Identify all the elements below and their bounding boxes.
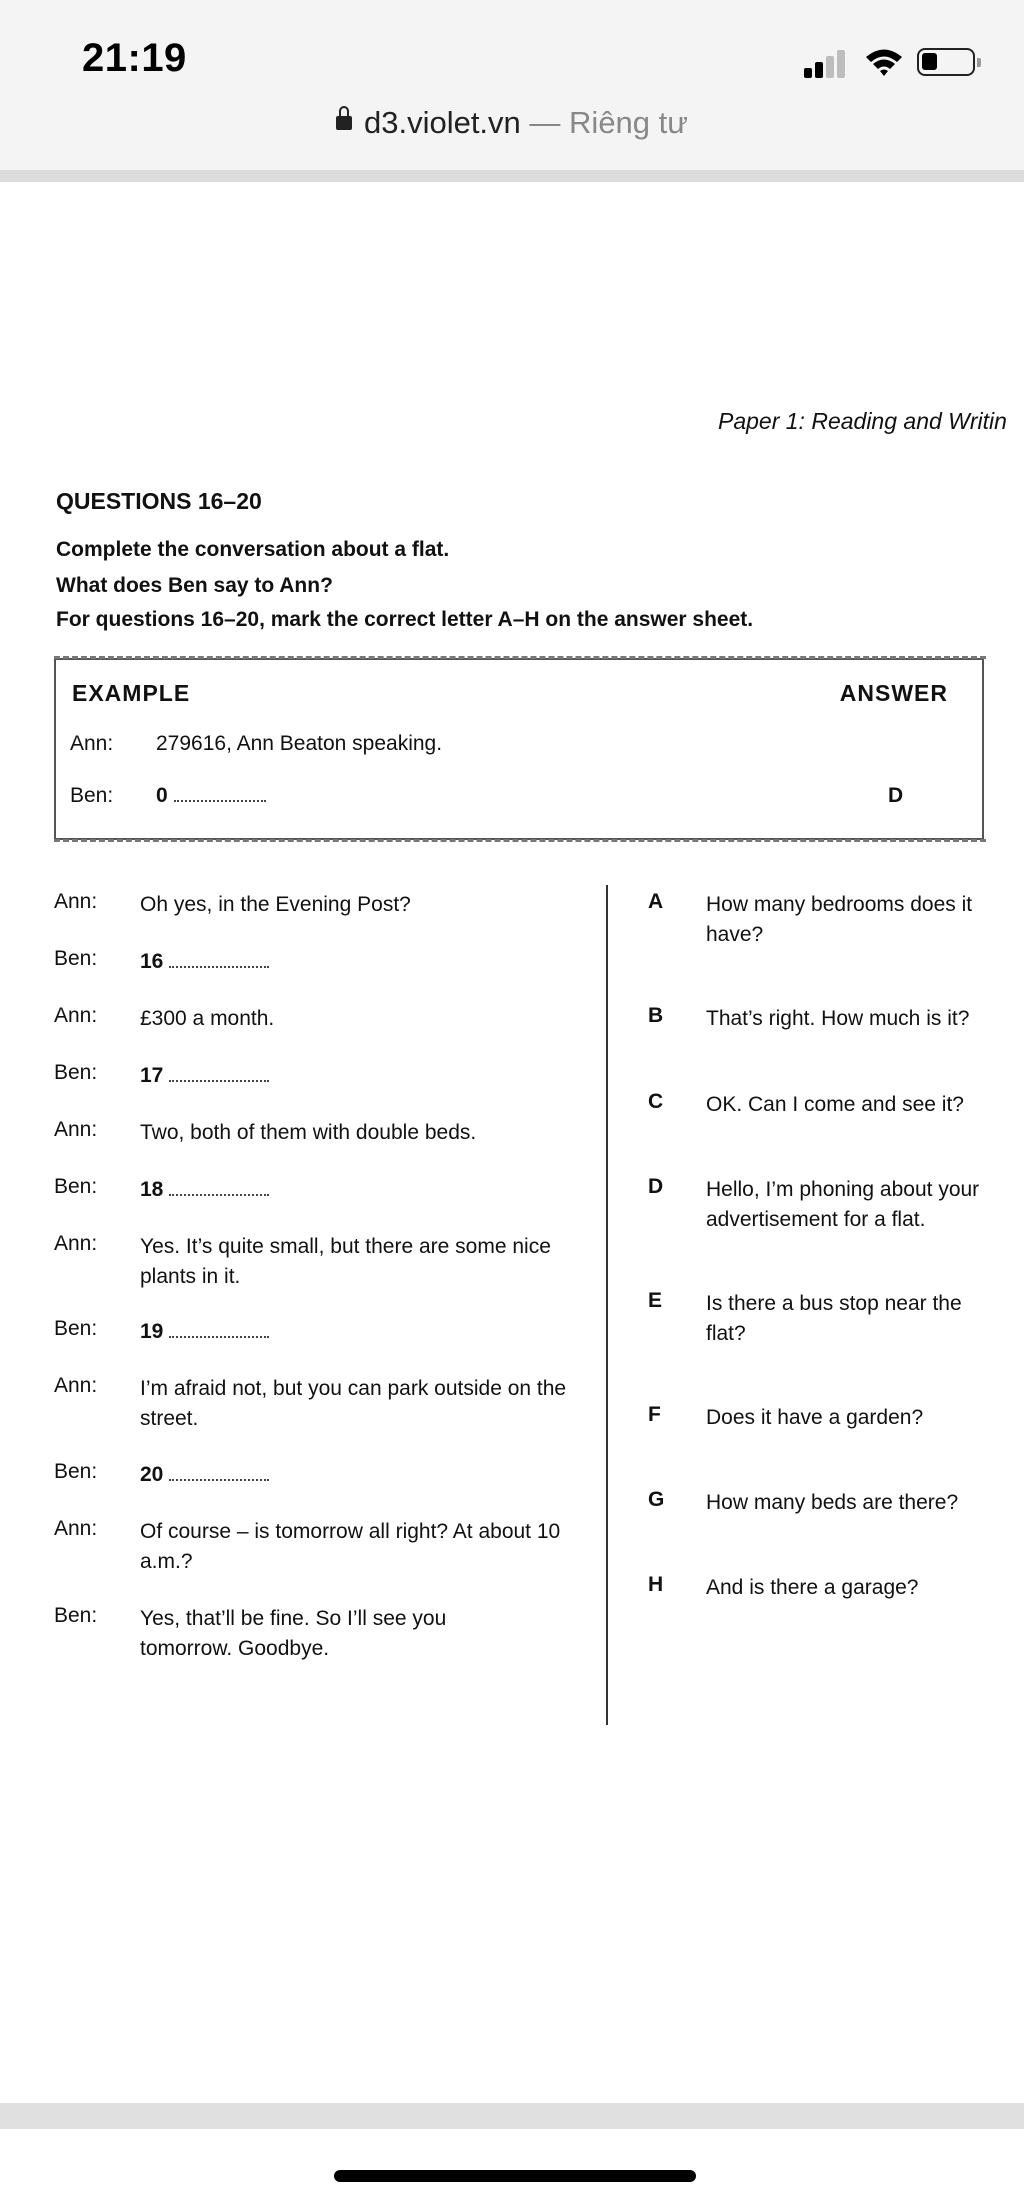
dialog-text: £300 a month. — [140, 1007, 275, 1030]
option-letter: C — [648, 1090, 664, 1113]
questions-title: QUESTIONS 16–20 — [56, 488, 262, 514]
home-indicator[interactable] — [334, 2170, 696, 2182]
option-text: OK. Can I come and see it? — [706, 1093, 964, 1116]
battery-icon — [917, 48, 975, 76]
dialog-text: Yes, that’ll be fine. So I’ll see you tomorrow. Goodbye. — [140, 1607, 447, 1660]
speaker: Ann: — [54, 1232, 98, 1255]
speaker: Ben: — [54, 1175, 98, 1198]
wifi-icon — [864, 46, 904, 78]
paper-header: Paper 1: Reading and Writin — [718, 408, 1007, 434]
dialog-text: Oh yes, in the Evening Post? — [140, 893, 411, 916]
document-page — [0, 182, 1024, 2102]
example-answer: D — [888, 784, 904, 807]
question-number: 18 — [140, 1178, 164, 1201]
speaker: Ann: — [54, 1118, 98, 1141]
answer-blank — [140, 1460, 630, 1490]
question-number: 17 — [140, 1064, 164, 1087]
option-letter: H — [648, 1573, 664, 1596]
toolbar-divider — [0, 170, 1024, 182]
option-text: That’s right. How much is it? — [706, 1007, 970, 1030]
dialog-text: Two, both of them with double beds. — [140, 1121, 477, 1144]
example-box — [54, 658, 984, 840]
option-letter: D — [648, 1175, 664, 1198]
answer-label: ANSWER — [839, 680, 948, 706]
option-letter: G — [648, 1488, 665, 1511]
speaker: Ann: — [54, 1517, 98, 1540]
answer-blank — [140, 947, 630, 977]
dialog-text: Yes. It’s quite small, but there are some nice plants in it. — [140, 1235, 551, 1288]
column-divider — [606, 885, 608, 1725]
option-text: And is there a garage? — [706, 1576, 919, 1599]
speaker: Ben: — [54, 1604, 98, 1627]
instruction-line: Complete the conversation about a flat. — [56, 538, 450, 561]
bottom-safe-area — [0, 2129, 1024, 2205]
example-label: EXAMPLE — [72, 680, 191, 706]
question-number: 16 — [140, 950, 164, 973]
speaker: Ann: — [54, 1004, 98, 1027]
question-number: 19 — [140, 1320, 164, 1343]
option-letter: F — [648, 1403, 661, 1426]
speaker: Ben: — [54, 1317, 98, 1340]
option-text: Does it have a garden? — [706, 1406, 924, 1429]
speaker: Ann: — [54, 1374, 98, 1397]
example-number: 0 — [156, 784, 168, 807]
cellular-signal-icon — [804, 50, 848, 78]
option-letter: B — [648, 1004, 664, 1027]
option-letter: E — [648, 1289, 663, 1312]
option-text: Hello, I’m phoning about your advertisement for a flat. — [706, 1178, 980, 1231]
page-bottom-edge — [0, 2103, 1024, 2129]
example-ann-speaker: Ann: — [70, 732, 114, 755]
url-separator: — — [529, 105, 561, 140]
speaker: Ben: — [54, 1061, 98, 1084]
dialog-text: Of course – is tomorrow all right? At about 10 a.m.? — [140, 1520, 561, 1573]
answer-blank — [140, 1061, 630, 1091]
answer-blank — [140, 1175, 630, 1205]
speaker: Ben: — [54, 1460, 98, 1483]
privacy-label: Riêng tư — [569, 105, 689, 140]
address-bar[interactable] — [0, 105, 1024, 141]
status-bar — [0, 0, 1024, 170]
lock-icon — [336, 116, 352, 130]
question-number: 20 — [140, 1463, 164, 1486]
example-ann-text: 279616, Ann Beaton speaking. — [156, 732, 443, 755]
dialog-text: I’m afraid not, but you can park outside on the street. — [140, 1377, 567, 1430]
clock: 21:19 — [82, 36, 187, 80]
example-ben-speaker: Ben: — [70, 784, 114, 807]
option-text: How many beds are there? — [706, 1491, 959, 1514]
answer-blank — [140, 1317, 630, 1347]
option-text: Is there a bus stop near the flat? — [706, 1292, 962, 1345]
option-text: How many bedrooms does it have? — [706, 893, 973, 946]
example-ben-line — [156, 784, 266, 808]
instruction-line: What does Ben say to Ann? — [56, 574, 333, 597]
option-letter: A — [648, 890, 664, 913]
url-domain: d3.violet.vn — [363, 105, 521, 140]
speaker: Ben: — [54, 947, 98, 970]
instruction-line: For questions 16–20, mark the correct letter A–H on the answer sheet. — [56, 608, 754, 631]
speaker: Ann: — [54, 890, 98, 913]
